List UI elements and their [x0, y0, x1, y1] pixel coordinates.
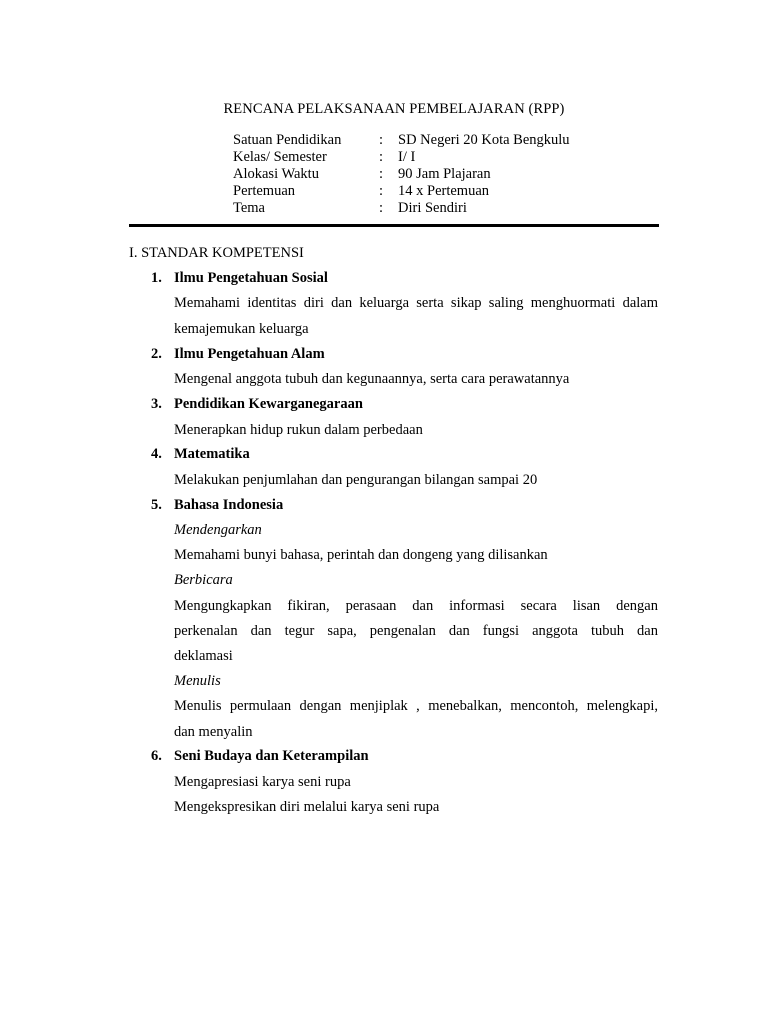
subheading-menulis: Menulis — [174, 673, 221, 689]
meta-row — [233, 166, 570, 183]
meta-row — [233, 132, 570, 149]
document-title: RENCANA PELAKSANAAN PEMBELAJARAN (RPP) — [223, 101, 565, 117]
item-number: 1. — [151, 270, 162, 286]
meta-value: 90 Jam Plajaran — [398, 166, 491, 182]
paragraph-line: perkenalan dan tegur sapa, pengenalan dan fungsi anggota tubuh dan — [174, 623, 658, 639]
meta-label: Satuan Pendidikan — [233, 132, 342, 148]
item-number: 6. — [151, 748, 162, 764]
paragraph-line: Menulis permulaan dengan menjiplak , menebalkan, mencontoh, melengkapi, — [174, 698, 658, 714]
meta-label: Kelas/ Semester — [233, 149, 327, 165]
competency-item-title — [151, 270, 328, 287]
paragraph-line: Memahami bunyi bahasa, perintah dan dongeng yang dilisankan — [174, 547, 548, 563]
paragraph-line: dan menyalin — [174, 724, 253, 740]
item-number: 3. — [151, 396, 162, 412]
paragraph-line: Mengungkapkan fikiran, perasaan dan informasi secara lisan dengan — [174, 598, 658, 614]
item-title-text: Pendidikan Kewarganegaraan — [174, 396, 363, 412]
meta-colon: : — [379, 183, 384, 199]
meta-value: Diri Sendiri — [398, 200, 467, 216]
paragraph-line: Mengekspresikan diri melalui karya seni rupa — [174, 799, 440, 815]
meta-value: 14 x Pertemuan — [398, 183, 490, 199]
paragraph-line: Memahami identitas diri dan keluarga serta sikap saling menghuormati dalam — [174, 295, 658, 311]
competency-item-title — [151, 748, 369, 765]
meta-colon: : — [379, 166, 384, 182]
subheading-mendengarkan: Mendengarkan — [174, 522, 262, 538]
item-number: 4. — [151, 446, 162, 462]
section-heading: I. STANDAR KOMPETENSI — [129, 245, 304, 261]
paragraph-line: Mengapresiasi karya seni rupa — [174, 774, 351, 790]
paragraph-line: Mengenal anggota tubuh dan kegunaannya, serta cara perawatannya — [174, 371, 570, 387]
header-divider — [129, 224, 659, 227]
competency-item-title — [151, 446, 250, 463]
meta-label: Pertemuan — [233, 183, 296, 199]
item-title-text: Ilmu Pengetahuan Sosial — [174, 270, 328, 286]
meta-value: SD Negeri 20 Kota Bengkulu — [398, 132, 570, 148]
competency-item-title — [151, 346, 325, 363]
meta-colon: : — [379, 200, 384, 216]
paragraph-line: Menerapkan hidup rukun dalam perbedaan — [174, 422, 423, 438]
item-number: 2. — [151, 346, 162, 362]
paragraph-line: Melakukan penjumlahan dan pengurangan bilangan sampai 20 — [174, 472, 538, 488]
item-title-text: Bahasa Indonesia — [174, 497, 284, 513]
meta-value: I/ I — [398, 149, 416, 165]
meta-label: Alokasi Waktu — [233, 166, 319, 182]
meta-row — [233, 149, 570, 166]
subheading-berbicara: Berbicara — [174, 572, 233, 588]
meta-colon: : — [379, 149, 384, 165]
competency-item-title — [151, 497, 283, 514]
meta-label: Tema — [233, 200, 265, 216]
meta-colon: : — [379, 132, 384, 148]
item-title-text: Seni Budaya dan Keterampilan — [174, 748, 369, 764]
item-title-text: Matematika — [174, 446, 250, 462]
meta-row — [233, 200, 570, 217]
paragraph-line: kemajemukan keluarga — [174, 321, 309, 337]
meta-row — [233, 183, 570, 200]
meta-table — [233, 132, 570, 217]
competency-item-title — [151, 396, 363, 413]
item-title-text: Ilmu Pengetahuan Alam — [174, 346, 325, 362]
item-number: 5. — [151, 497, 162, 513]
paragraph-line: deklamasi — [174, 648, 233, 664]
